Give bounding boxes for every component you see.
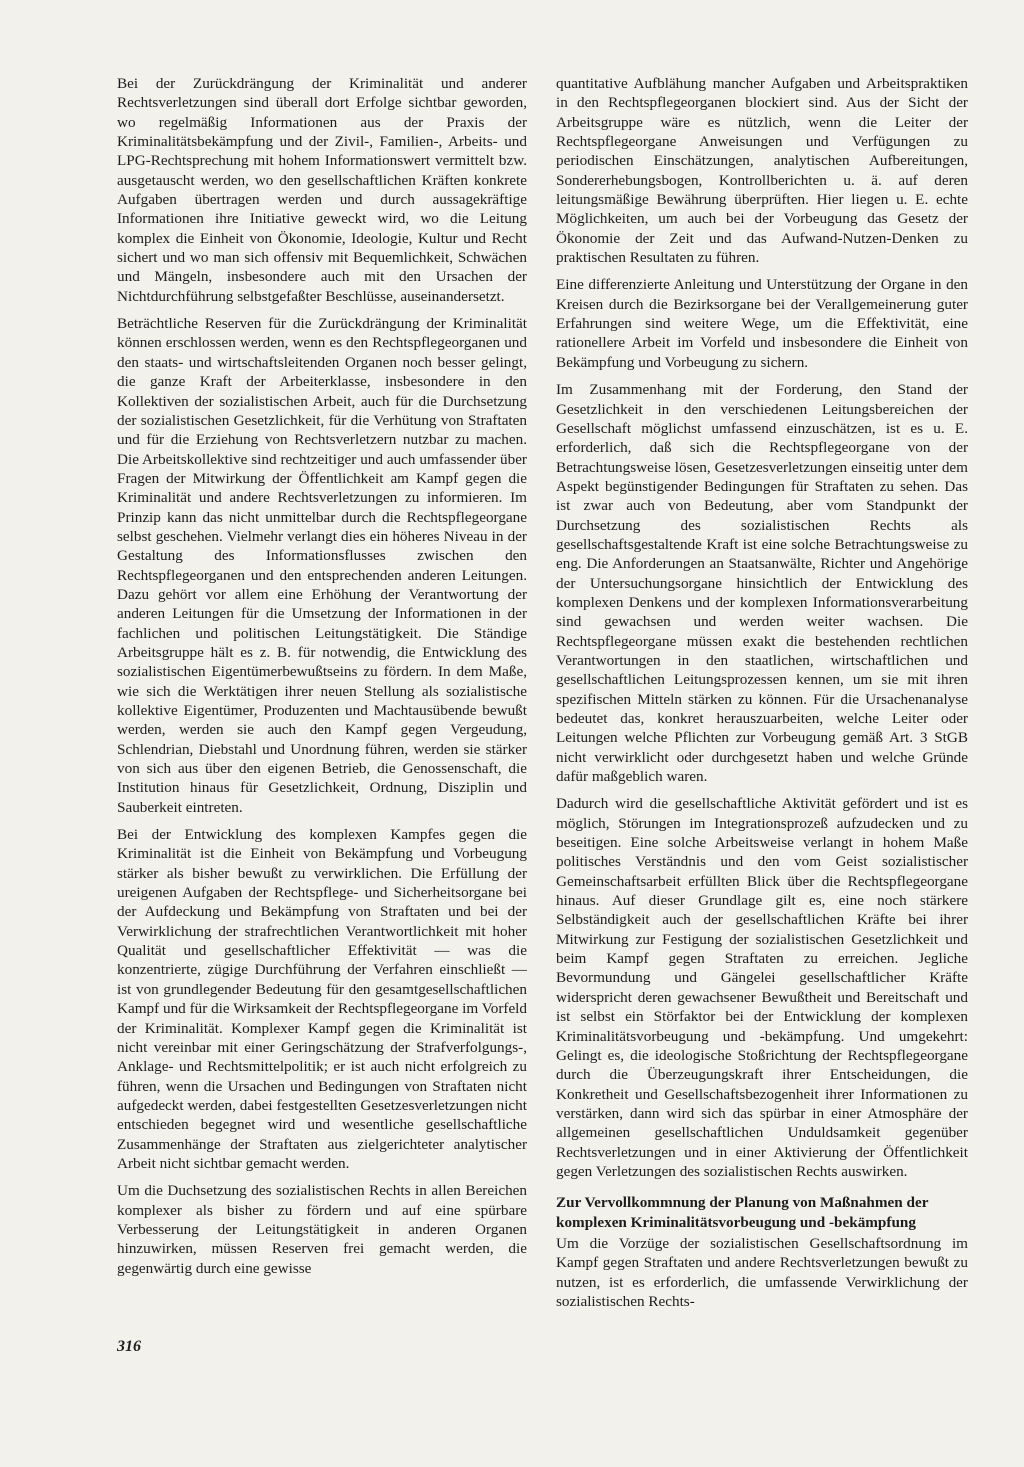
paragraph: Eine differenzierte Anleitung und Unterstützung der Organe in den Kreisen durch die Bezirksorgane bei der Verallgemeinerung guter Erfahrungen sind weitere Wege, um die Effektivität, eine rationellere Arbeit im Vorfeld und insbesondere die Einheit von Bekämpfung und Vorbeugung zu sichern. — [556, 276, 968, 371]
paragraph: Im Zusammenhang mit der Forderung, den Stand der Gesetzlichkeit in den verschiedenen Leitungsbereichen der Gesellschaft möglichst umfassend einzuschätzen, ist es u. E. erforderlich, daß sich die Rechtspflegeorgane von der Betrachtungsweise lösen, Gesetzesverletzungen einseitig unter dem Aspekt begünstigender Bedingungen für Straftaten zu sehen. Das ist zwar auch von Bedeutung, aber vom Standpunkt der Durchsetzung des sozialistischen Rechts als gesellschaftsgestaltende Kraft ist eine solche Betrachtungsweise zu eng. Die Anforderungen an Staatsanwälte, Richter und Angehörige der Untersuchungsorgane hinsichtlich der Entwicklung des komplexen Denkens und der komplexen Informationsverarbeitung sind gewachsen und werden weiter wachsen. Die Rechtspflegeorgane müssen exakt die bestehenden rechtlichen Verantwortungen in den staatlichen, wirtschaftlichen und gesellschaftlichen Leitungsprozessen kennen, um sie mit ihren spezifischen Mitteln stärken zu können. Für die Ursachenanalyse bedeutet das, konkret herauszuarbeiten, welche Leiter oder Leitungen welche Pflichten zur Vorbeugung gemäß Art. 3 StGB nicht verwirklicht oder durchgesetzt haben und welche Gründe dafür maßgeblich waren. — [556, 381, 968, 786]
paragraph: Bei der Zurückdrängung der Kriminalität und anderer Rechtsverletzungen sind überall dort Erfolge sichtbar geworden, wo regelmäßig Informationen aus der Praxis der Kriminalitätsbekämpfung und der Zivil-, Familien-, Arbeits- und LPG-Rechtsprechung mit hohem Informationswert vermittelt bzw. ausgetauscht werden, wo den gesellschaftlichen Kräften konkrete Aufgaben übertragen werden und durch aussagekräftige Informationen ihre Initiative geweckt wird, wo die Leitung komplex die Einheit von Ökonomie, Ideologie, Kultur und Recht sichert und wo man sich offensiv mit Bequemlichkeit, Schwächen und Mängeln, insbesondere auch mit den Ursachen der Nichtdurchführung selbstgefaßter Beschlüsse, auseinandersetzt. — [117, 75, 527, 305]
right-column — [556, 74, 968, 1319]
paragraph: Bei der Entwicklung des komplexen Kampfes gegen die Kriminalität ist die Einheit von Bekämpfung und Vorbeugung stärker als bisher bewußt zu verwirklichen. Die Erfüllung der ureigenen Aufgaben der Rechtspflege- und Sicherheitsorgane bei der Aufdeckung und Bekämpfung von Straftaten und bei der Verwirklichung der strafrechtlichen Verantwortlichkeit mit hoher Qualität und gesellschaftlicher Effektivität — was die konzentrierte, zügige Durchführung der Verfahren einschließt — ist von grundlegender Bedeutung für den gesamtgesellschaftlichen Kampf und für die Wirksamkeit der Rechtspflegeorgane im Vorfeld der Kriminalität. Komplexer Kampf gegen die Kriminalität ist nicht vereinbar mit einer Geringschätzung der Strafverfolgungs-, Anklage- und Rechtsmittelpolitik; er ist auch nicht erfolgreich zu führen, wenn die Ursachen und Bedingungen von Straftaten nicht aufgedeckt werden, dabei festgestellten Gesetzesverletzungen nicht entschieden begegnet wird und wesentliche gesellschaftliche Zusammenhänge der Straftaten aus zielgerichteter analytischer Arbeit nicht sichtbar gemacht werden. — [117, 826, 527, 1172]
paragraph: Um die Duchsetzung des sozialistischen Rechts in allen Bereichen komplexer als bisher zu fördern und auf eine spürbare Verbesserung der Leitungstätigkeit in anderen Organen hinzuwirken, müssen Reserven frei gemacht werden, die gegenwärtig durch eine gewisse — [117, 1182, 527, 1277]
paragraph: Um die Vorzüge der sozialistischen Gesellschaftsordnung im Kampf gegen Straftaten und andere Rechtsverletzungen bewußt zu nutzen, ist es erforderlich, die umfassende Verwirklichung der sozialistischen Rechts- — [556, 1234, 968, 1310]
paragraph: Beträchtliche Reserven für die Zurückdrängung der Kriminalität können erschlossen werden, wenn es den Rechtspflegeorganen und den staats- und wirtschaftsleitenden Organen noch besser gelingt, die ganze Kraft der Arbeiterklasse, insbesondere in den Kollektiven der sozialistischen Arbeit, auch für die Durchsetzung der sozialistischen Gesetzlichkeit, für die Verhütung von Straftaten und für die Erziehung von Rechtsverletzern nutzbar zu machen. Die Arbeitskollektive sind rechtzeitiger und auch umfassender über Fragen der Mitwirkung der Öffentlichkeit am Kampf gegen die Kriminalität und andere Rechtsverletzungen zu informieren. Im Prinzip kann das nicht unmittelbar durch die Rechtspflegeorgane selbst geschehen. Vielmehr verlangt dies ein höheres Niveau in der Gestaltung des Informationsflusses zwischen den Rechtspflegeorganen und den entsprechenden anderen Leitungen. Dazu gehört vor allem eine Erhöhung der Verantwortung der anderen Leitungen für die Umsetzung der Informationen in der fachlichen und politischen Leitungstätigkeit. Die Ständige Arbeitsgruppe hält es z. B. für notwendig, die Entwicklung des sozialistischen Eigentümerbewußtseins zu fördern. In dem Maße, wie sich die Werktätigen ihrer neuen Stellung als sozialistische kollektive Eigentümer, Produzenten und Machtausübende bewußt werden, werden sie auch den Kampf gegen Vergeudung, Schlendrian, Diebstahl und Unordnung führen, werden sie stärker von sich aus über den eigenen Betrieb, die Genossenschaft, die Institution hinaus für Gesetzlichkeit, Ordnung, Disziplin und Sauberkeit eintreten. — [117, 315, 527, 816]
left-column — [117, 74, 527, 1286]
paragraph: quantitative Aufblähung mancher Aufgaben und Arbeitspraktiken in den Rechtspflegeorganen blockiert sind. Aus der Sicht der Arbeitsgruppe wäre es nützlich, wenn die Leiter der Rechtspflegeorgane Anweisungen und Verfügungen zu periodischen Einschätzungen, analytischen Aufbereitungen, Sondererhebungsbogen, Kontrollberichten u. ä. auf deren leitungsmäßige Bewährung überprüften. Hier liegen u. E. echte Möglichkeiten, um auch bei der Vorbeugung das Gesetz der Ökonomie der Zeit und das Aufwand-Nutzen-Denken zu praktischen Resultaten zu führen. — [556, 75, 968, 267]
section-heading: Zur Vervollkommnung der Planung von Maßnahmen der komplexen Kriminalitätsvorbeugung und -bekämpfung — [556, 1194, 929, 1231]
paragraph: Dadurch wird die gesellschaftliche Aktivität gefördert und ist es möglich, Störungen im Integrationsprozeß aufzudecken und zu beseitigen. Eine solche Arbeitsweise verlangt in hohem Maße politisches Verständnis und den vom Geist sozialistischer Gemeinschaftsarbeit erfüllten Blick über die Rechtspflegeorgane hinaus. Auf dieser Grundlage gilt es, eine noch stärkere Selbständigkeit auch der gesellschaftlichen Kräfte bei ihrer Mitwirkung zur Festigung der sozialistischen Gesetzlichkeit und beim Kampf gegen Straftaten zu erreichen. Jegliche Bevormundung und Gängelei gesellschaftlicher Kräfte widerspricht deren gewachsener Bewußtheit und Bereitschaft und ist selbst ein Störfaktor bei der Entwicklung der komplexen Kriminalitätsvorbeugung und -bekämpfung. Und umgekehrt: Gelingt es, die ideologische Stoßrichtung der Rechtspflegeorgane durch die Überzeugungskraft ihrer Entscheidungen, die Konkretheit und Gesellschaftsbezogenheit ihrer Informationen zu verstärken, dann wird sich das spürbar in einer Atmosphäre der allgemeinen gesellschaftlichen Unduldsamkeit gegenüber Rechtsverletzungen und in einer Aktivierung der Öffentlichkeit gegen Verletzungen des sozialistischen Rechts auswirken. — [556, 795, 968, 1180]
page-number: 316 — [117, 1338, 141, 1355]
